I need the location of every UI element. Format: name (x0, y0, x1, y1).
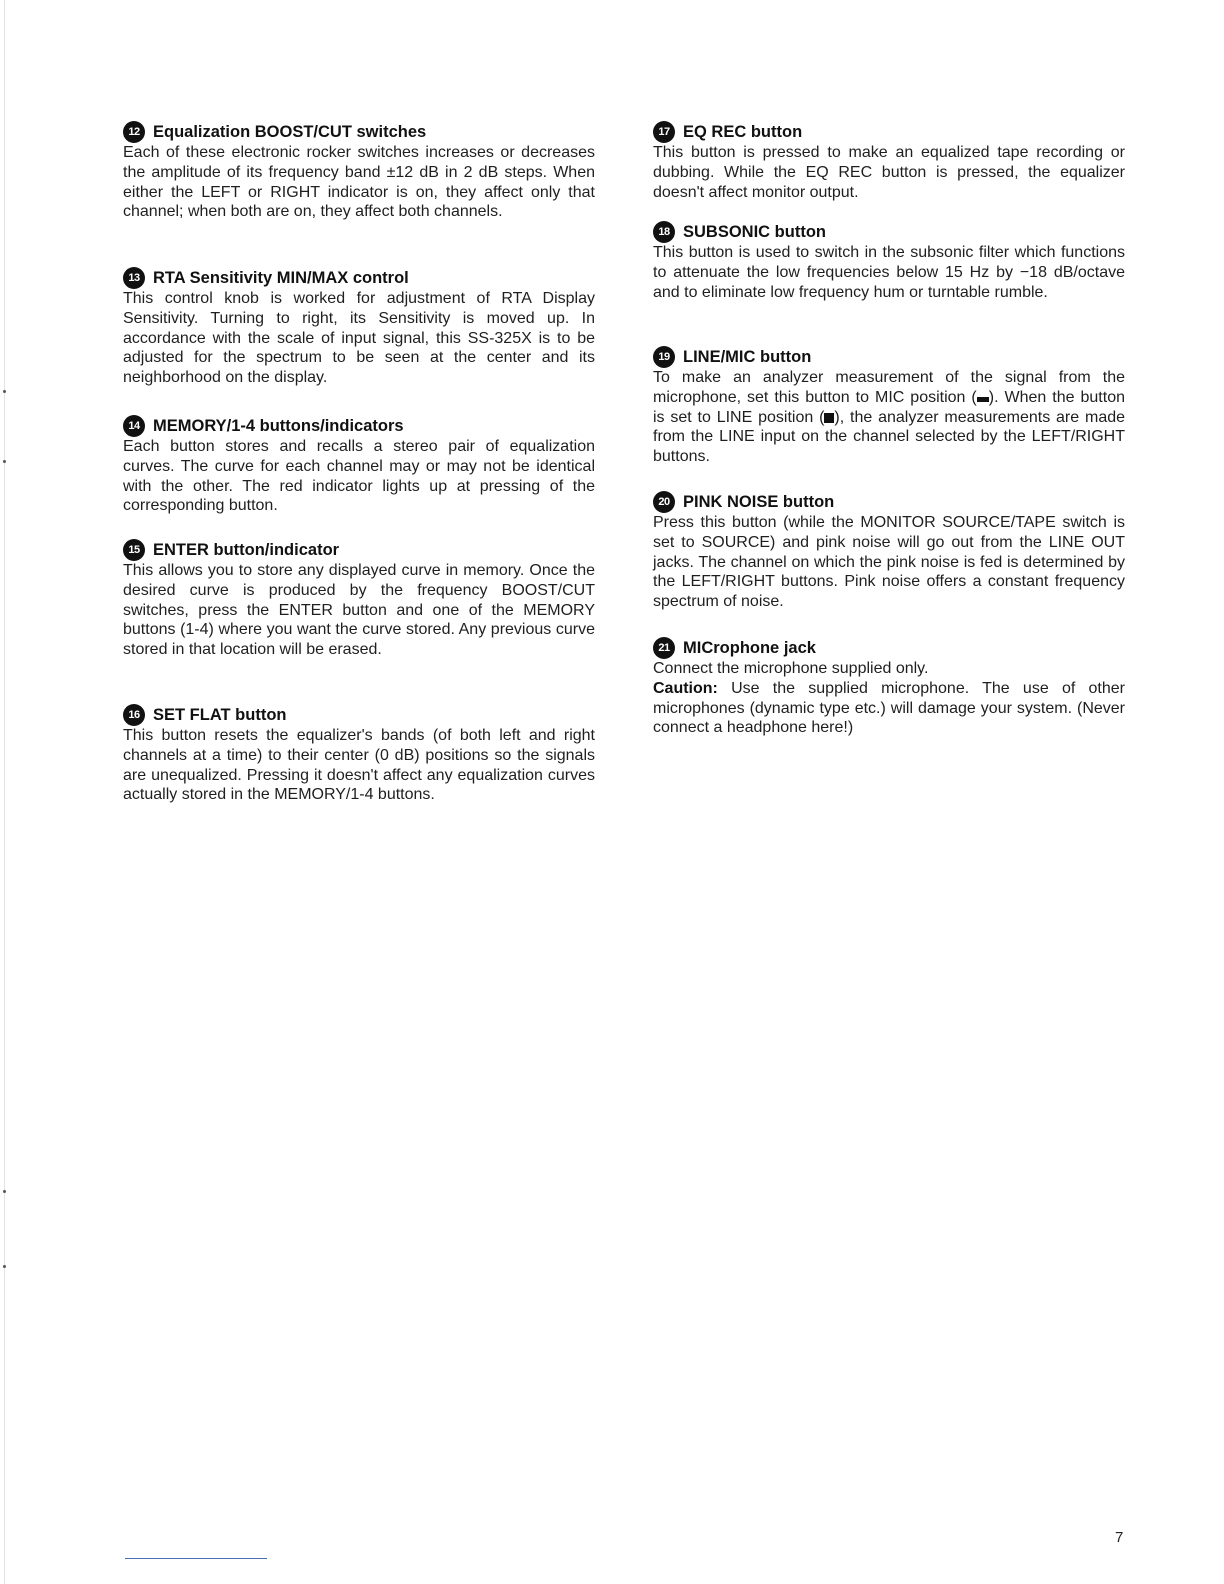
body-text-part: To make an analyzer measurement of the signal from the microphone, set this button to MIC position ( (653, 369, 1125, 406)
section-title: MICrophone jack (683, 639, 816, 657)
section-title: SET FLAT button (153, 706, 287, 724)
section-body: This allows you to store any displayed curve in memory. Once the desired curve is produced by the frequency BOOST/CUT switches, press the ENTER button and one of the MEMORY buttons (1-4) where you want the curve stored. Any previous curve stored in that location will be erased. (123, 562, 595, 659)
section-eq-rec (653, 121, 1125, 221)
page-edge-line (4, 0, 5, 1584)
caution-note (653, 679, 1125, 738)
item-number-badge: 21 (653, 637, 675, 659)
left-column (123, 121, 595, 805)
section-title: PINK NOISE button (683, 493, 835, 511)
section-body: Connect the microphone supplied only. (653, 660, 929, 677)
section-heading (653, 637, 1125, 659)
item-number-badge: 18 (653, 221, 675, 243)
section-heading (653, 491, 1125, 513)
section-title: MEMORY/1-4 buttons/indicators (153, 417, 404, 435)
section-body: This button is used to switch in the subsonic filter which functions to attenuate the low frequencies below 15 Hz by −18 dB/octave and to eliminate low frequency hum or turntable rumble. (653, 244, 1125, 301)
section-heading (123, 121, 595, 143)
section-pink-noise (653, 491, 1125, 637)
section-body: Each button stores and recalls a stereo pair of equalization curves. The curve for each channel may or may not be identical with the other. The red indicator lights up at pressing of the corresponding button. (123, 438, 595, 515)
scan-speck (3, 390, 6, 393)
section-line-mic (653, 346, 1125, 491)
section-microphone (653, 637, 1125, 738)
item-number-badge: 19 (653, 346, 675, 368)
section-heading (123, 704, 595, 726)
caution-label: Caution: (653, 679, 718, 697)
section-body: This button is pressed to make an equalized tape recording or dubbing. While the EQ REC button is pressed, the equalizer doesn't affect monitor output. (653, 144, 1125, 201)
button-pressed-icon (824, 413, 834, 423)
scan-speck (3, 1190, 6, 1193)
caution-text: Use the supplied microphone. The use of other microphones (dynamic type etc.) will damage your system. (Never connect a headphone here!) (653, 679, 1125, 737)
section-heading (653, 346, 1125, 368)
section-title: LINE/MIC button (683, 348, 812, 366)
item-number-badge: 17 (653, 121, 675, 143)
item-number-badge: 14 (123, 415, 145, 437)
section-set-flat (123, 704, 595, 805)
section-body: Each of these electronic rocker switches increases or decreases the amplitude of its frequency band ±12 dB in 2 dB steps. When either the LEFT or RIGHT indicator is on, they affect only that channel; when both are on, they affect both channels. (123, 144, 595, 221)
section-title: EQ REC button (683, 123, 803, 141)
section-memory (123, 415, 595, 539)
right-column (653, 121, 1125, 738)
page-number: 7 (1115, 1529, 1124, 1546)
item-number-badge: 16 (123, 704, 145, 726)
body-text-part: ), the analyzer measurements are made from the LINE input on the channel selected by the LEFT/RIGHT buttons. (653, 408, 1126, 466)
body-text-part: ). When the button is set to LINE position ( (653, 388, 1125, 426)
section-title: Equalization BOOST/CUT switches (153, 123, 427, 141)
section-enter (123, 539, 595, 704)
section-heading (653, 221, 1125, 243)
section-body: This control knob is worked for adjustment of RTA Display Sensitivity. Turning to right, its Sensitivity is moved up. In accordance with the scale of input signal, this SS-325X is to be adjusted for the spectrum to be seen at the center and its neighborhood on the display. (123, 290, 595, 387)
section-body (653, 368, 1125, 467)
scan-speck (3, 1265, 6, 1268)
button-released-icon (977, 397, 989, 402)
item-number-badge: 13 (123, 267, 145, 289)
section-title: ENTER button/indicator (153, 541, 340, 559)
section-heading (123, 539, 595, 561)
item-number-badge: 20 (653, 491, 675, 513)
section-heading (123, 415, 595, 437)
footer-rule (125, 1558, 267, 1559)
scan-speck (3, 460, 6, 463)
section-heading (653, 121, 1125, 143)
section-body: Press this button (while the MONITOR SOURCE/TAPE switch is set to SOURCE) and pink noise will go out from the LINE OUT jacks. The channel on which the pink noise is fed is determined by the LEFT/RIGHT buttons. Pink noise offers a constant frequency spectrum of noise. (653, 514, 1125, 611)
section-subsonic (653, 221, 1125, 346)
item-number-badge: 15 (123, 539, 145, 561)
section-body: This button resets the equalizer's bands (of both left and right channels at a time) to their center (0 dB) positions so the signals are unequalized. Pressing it doesn't affect any equalization curves actually stored in the MEMORY/1-4 buttons. (123, 727, 595, 804)
item-number-badge: 12 (123, 121, 145, 143)
section-rta-sensitivity (123, 267, 595, 415)
section-heading (123, 267, 595, 289)
section-boost-cut (123, 121, 595, 267)
section-title: RTA Sensitivity MIN/MAX control (153, 269, 409, 287)
section-title: SUBSONIC button (683, 223, 826, 241)
